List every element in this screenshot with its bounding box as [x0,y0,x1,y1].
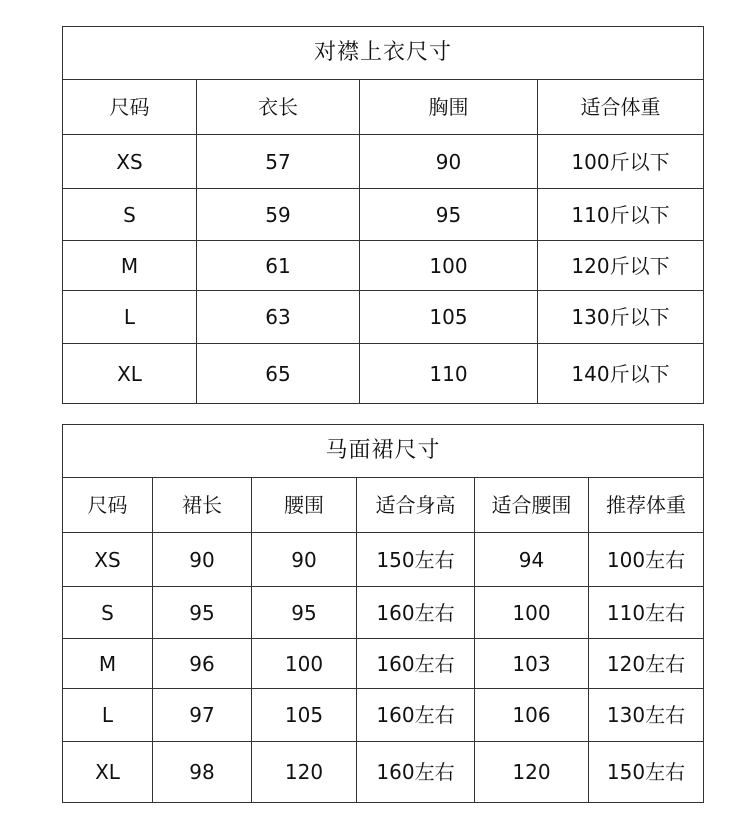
cell-size: XL [63,742,153,803]
cell-height: 150左右 [357,533,475,587]
table-row [63,742,704,803]
cell-weight: 110斤以下 [538,189,704,241]
cell-waist: 105 [252,689,357,742]
cell-length: 57 [197,135,360,189]
header-weight: 适合体重 [538,80,704,135]
cell-weight: 100左右 [589,533,704,587]
header-fit-waist: 适合腰围 [475,478,589,533]
cell-chest: 90 [360,135,538,189]
table-row [63,533,704,587]
table-row [63,344,704,404]
cell-skirt-length: 96 [153,639,252,689]
table-row [63,241,704,291]
cell-fit-waist: 100 [475,587,589,639]
cell-waist: 95 [252,587,357,639]
cell-size: S [63,189,197,241]
cell-waist: 100 [252,639,357,689]
cell-weight: 100斤以下 [538,135,704,189]
header-skirt-length: 裙长 [153,478,252,533]
cell-chest: 100 [360,241,538,291]
table-row [63,689,704,742]
cell-height: 160左右 [357,587,475,639]
cell-length: 61 [197,241,360,291]
cell-height: 160左右 [357,639,475,689]
cell-size: L [63,689,153,742]
skirt-size-table [62,424,704,803]
header-waist: 腰围 [252,478,357,533]
header-length: 衣长 [197,80,360,135]
jacket-size-table [62,26,704,404]
cell-weight: 140斤以下 [538,344,704,404]
cell-skirt-length: 90 [153,533,252,587]
cell-size: M [63,639,153,689]
cell-size: XL [63,344,197,404]
cell-length: 59 [197,189,360,241]
table-row [63,639,704,689]
cell-weight: 130斤以下 [538,291,704,344]
table-header-row [63,478,704,533]
cell-size: L [63,291,197,344]
table-header-row [63,80,704,135]
cell-waist: 120 [252,742,357,803]
cell-fit-waist: 94 [475,533,589,587]
cell-waist: 90 [252,533,357,587]
cell-skirt-length: 98 [153,742,252,803]
cell-weight: 120左右 [589,639,704,689]
table-title: 马面裙尺寸 [63,425,704,478]
cell-weight: 150左右 [589,742,704,803]
header-size: 尺码 [63,478,153,533]
cell-fit-waist: 103 [475,639,589,689]
table-title-row [63,425,704,478]
cell-skirt-length: 97 [153,689,252,742]
cell-weight: 110左右 [589,587,704,639]
cell-chest: 105 [360,291,538,344]
table-row [63,587,704,639]
cell-length: 63 [197,291,360,344]
cell-height: 160左右 [357,742,475,803]
table-row [63,135,704,189]
cell-length: 65 [197,344,360,404]
cell-fit-waist: 120 [475,742,589,803]
table-title-row [63,27,704,80]
cell-size: XS [63,135,197,189]
cell-fit-waist: 106 [475,689,589,742]
cell-weight: 120斤以下 [538,241,704,291]
header-size: 尺码 [63,80,197,135]
header-height: 适合身高 [357,478,475,533]
cell-size: S [63,587,153,639]
cell-chest: 95 [360,189,538,241]
table-title: 对襟上衣尺寸 [63,27,704,80]
header-weight: 推荐体重 [589,478,704,533]
table-row [63,189,704,241]
header-chest: 胸围 [360,80,538,135]
cell-size: XS [63,533,153,587]
cell-height: 160左右 [357,689,475,742]
cell-chest: 110 [360,344,538,404]
cell-size: M [63,241,197,291]
table-row [63,291,704,344]
cell-skirt-length: 95 [153,587,252,639]
cell-weight: 130左右 [589,689,704,742]
